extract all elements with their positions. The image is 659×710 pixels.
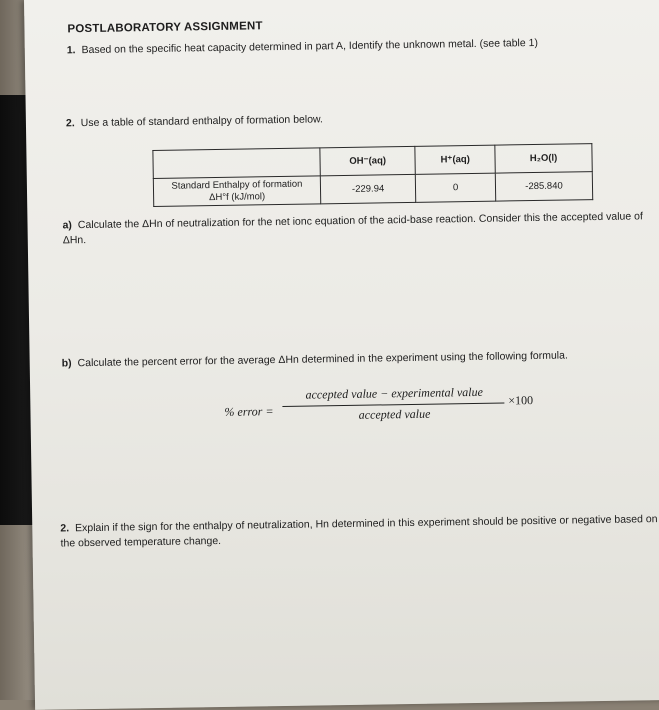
table-row-label (153, 176, 320, 207)
question-a-text: Calculate the ΔHn of neutralization for the net ionc equation of the acid-base reaction. Consider this the accepted value of ΔHn. (62, 210, 643, 247)
question-b-label: b) (61, 357, 72, 370)
question-b-text: Calculate the percent error for the average ΔHn determined in the experiment using the following formula. (77, 349, 568, 370)
table-value-water: -285.840 (495, 172, 592, 202)
formula-lhs: % error = (224, 404, 274, 419)
question-b (62, 347, 659, 371)
enthalpy-table (152, 143, 593, 207)
table-header-water: H₂O(l) (495, 144, 592, 174)
worksheet-page (24, 0, 659, 710)
question-a-label: a) (62, 219, 72, 232)
table-corner-cell (153, 148, 320, 179)
question-2 (66, 107, 656, 131)
table-value-hydroxide: -229.94 (320, 174, 416, 203)
table-row (153, 172, 592, 207)
question-1 (67, 34, 657, 58)
page-title: POSTLABORATORY ASSIGNMENT (67, 20, 263, 36)
table-row-label-line1: Standard Enthalpy of formation (171, 178, 303, 192)
question-a (62, 209, 652, 248)
question-2-text: Use a table of standard enthalpy of formation below. (80, 113, 324, 130)
question-2-number: 2. (65, 117, 75, 130)
table-header-hydrogen-ion: H⁺(aq) (415, 145, 495, 174)
question-3 (60, 512, 659, 552)
percent-error-formula (224, 384, 565, 435)
formula-numerator: accepted value − experimental value (305, 384, 483, 402)
question-3-text: Explain if the sign for the enthalpy of neutralization, Hn determined in this experiment should be positive or negative based on the observed temperature change. (60, 513, 658, 550)
table-value-hydrogen-ion: 0 (416, 173, 496, 202)
formula-multiplier: ×100 (508, 393, 534, 408)
question-1-text: Based on the specific heat capacity determined in part A, Identify the unknown metal. (see table 1) (81, 36, 539, 57)
question-3-number: 2. (60, 522, 70, 535)
table-row-label-line2: ΔH°f (kJ/mol) (209, 190, 266, 203)
table-header-hydroxide: OH⁻(aq) (320, 146, 416, 175)
formula-denominator: accepted value (358, 406, 431, 422)
question-1-number: 1. (66, 44, 76, 57)
